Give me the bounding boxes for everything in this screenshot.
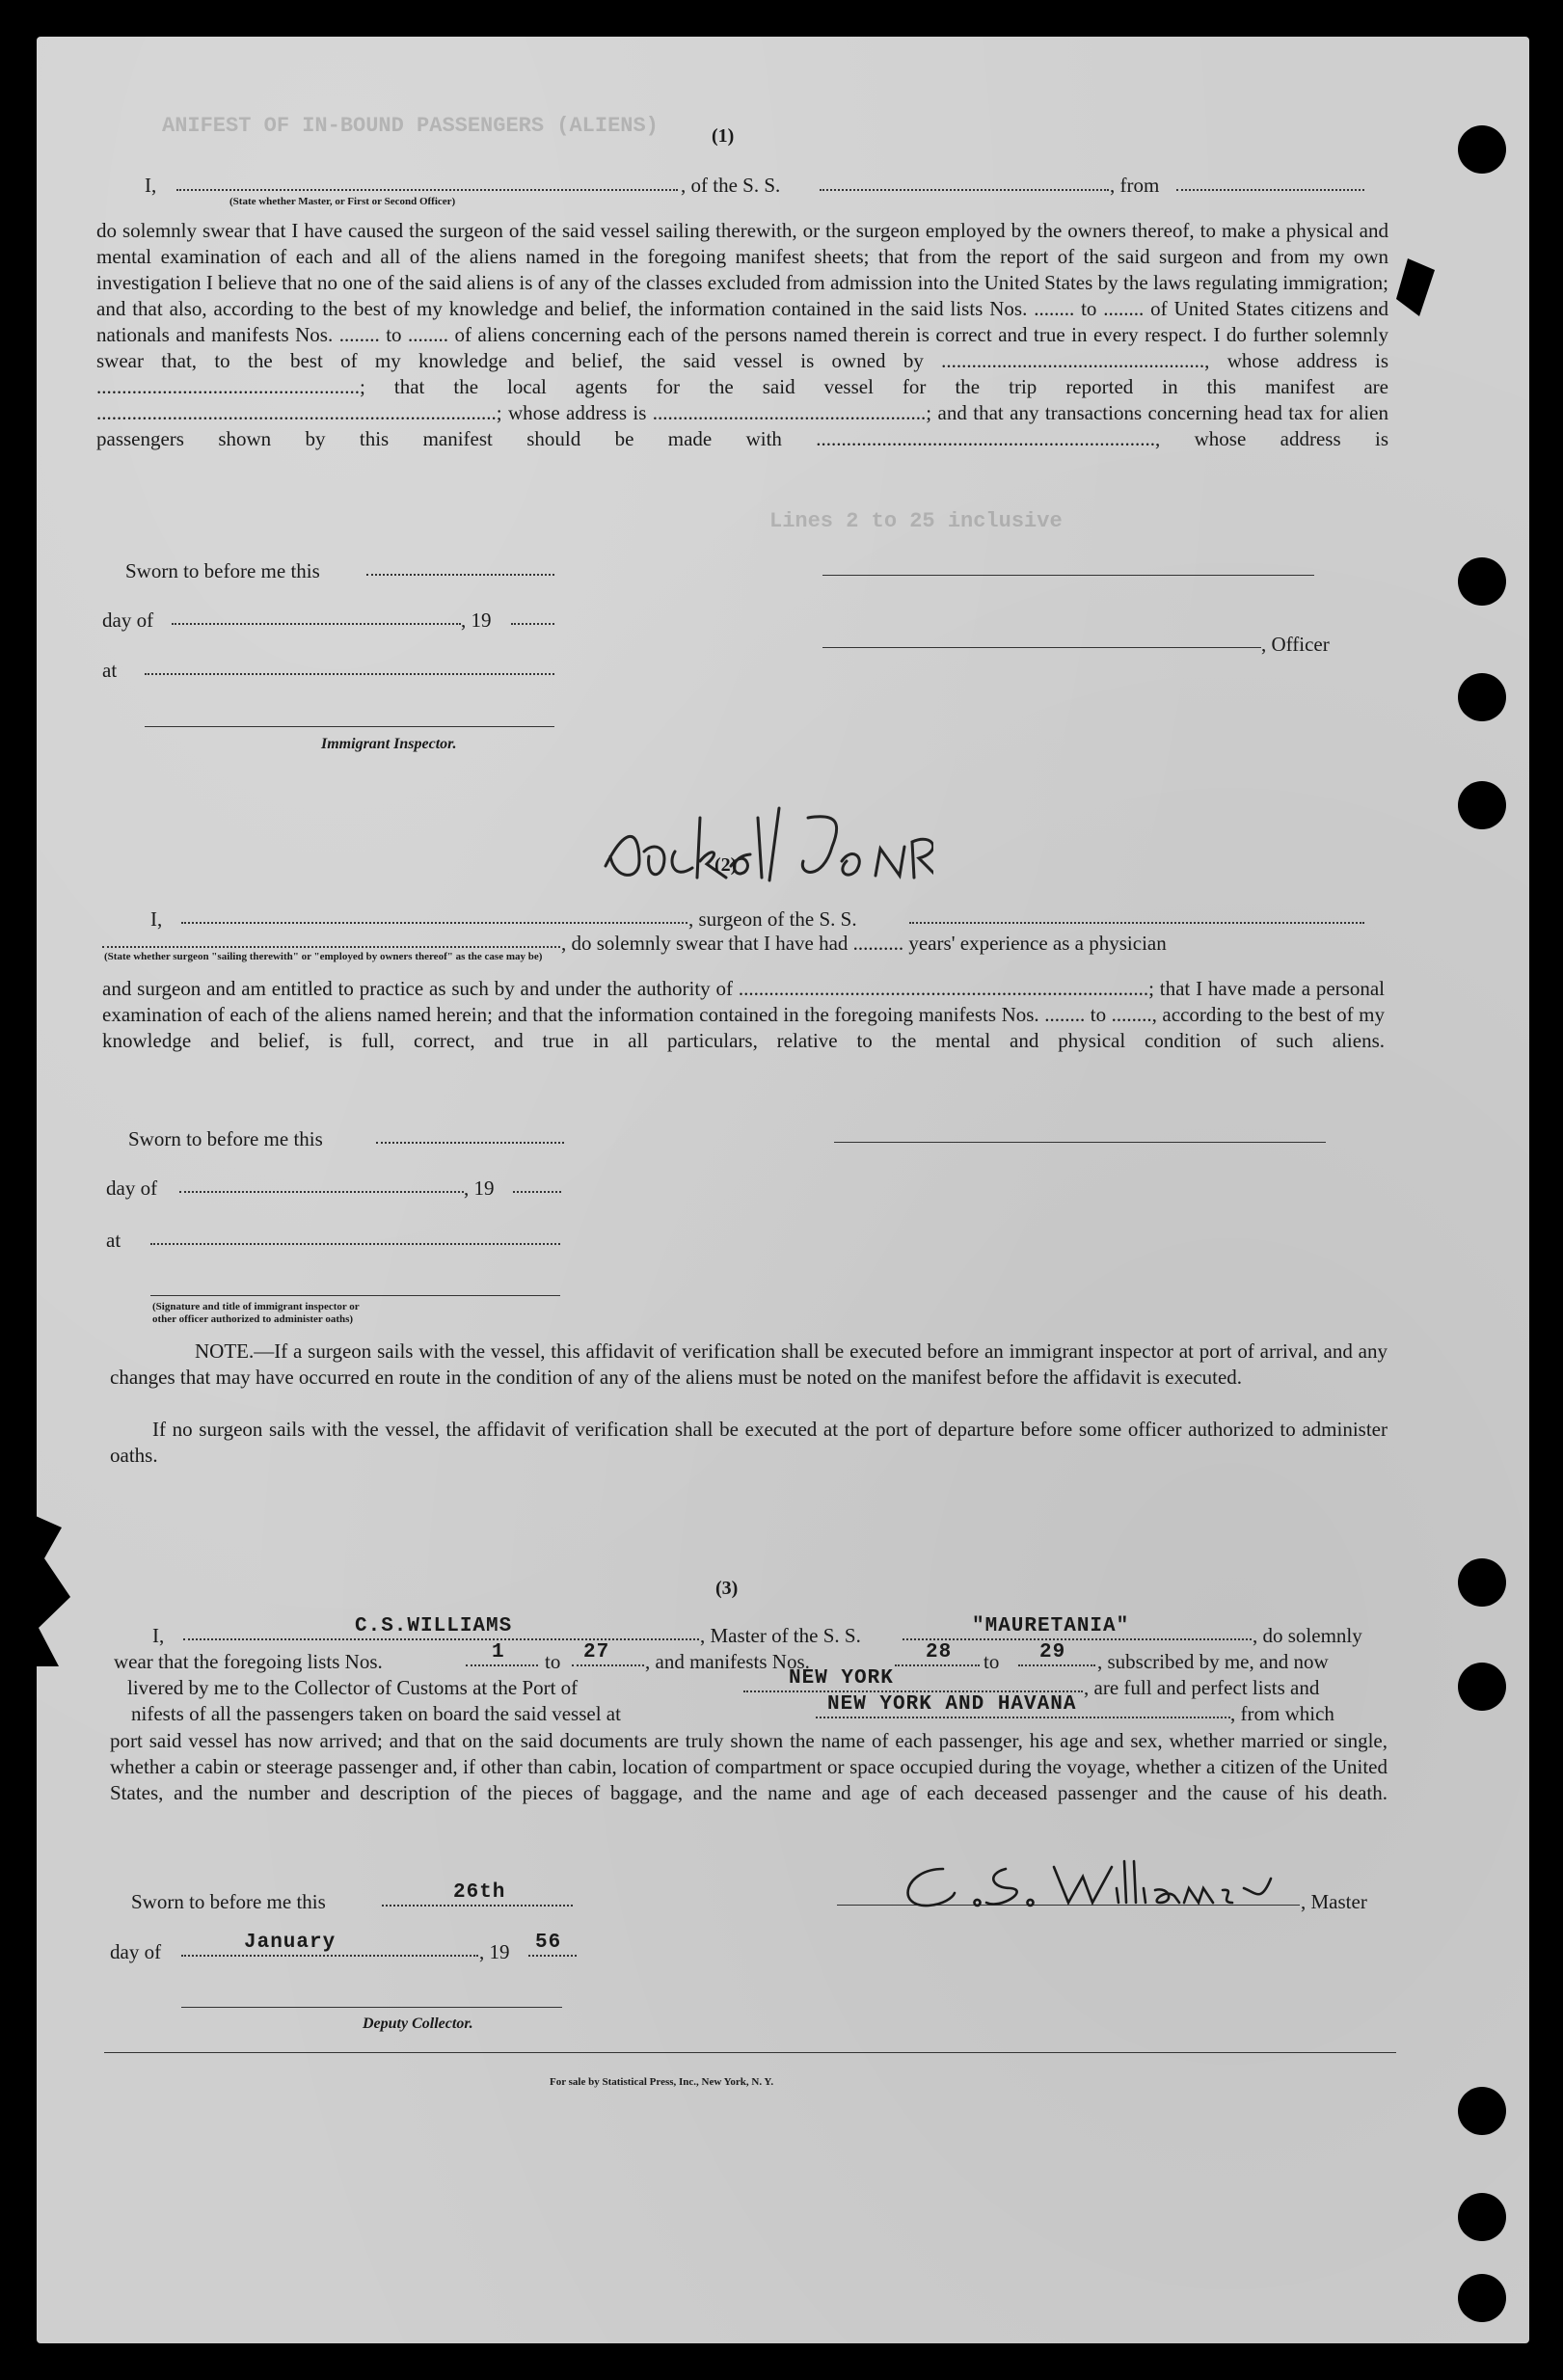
section-number: (2) <box>714 854 738 876</box>
signature-line <box>181 2007 562 2008</box>
fill-line <box>172 623 461 625</box>
signature-line <box>822 647 1261 648</box>
caption: Deputy Collector. <box>363 2015 473 2032</box>
signature-line <box>145 726 554 727</box>
ship-name: "MAURETANIA" <box>972 1615 1130 1637</box>
footer-rule <box>104 2052 1396 2053</box>
fill-line <box>179 1191 464 1193</box>
torn-edge <box>27 1512 85 1666</box>
manifest-from: 28 <box>926 1641 953 1663</box>
handwritten-annotation <box>586 789 933 895</box>
list-from: 1 <box>492 1641 505 1663</box>
label: day of <box>106 1176 158 1200</box>
punch-hole <box>1458 2274 1506 2322</box>
fill-line <box>511 623 554 625</box>
fill-line <box>895 1664 980 1666</box>
fill-line <box>909 922 1364 924</box>
fill-line <box>102 946 560 948</box>
label: , 19 <box>461 609 492 632</box>
note-paragraph: NOTE.—If a surgeon sails with the vessel, this affidavit of verification shall be executed before an immigrant inspector at port of arrival, and any changes that may have occurred en route in the condition of any of the aliens must be noted on the manifest before the affidavit is executed. <box>110 1339 1388 1389</box>
fill-line <box>376 1142 564 1144</box>
label: , from <box>1110 174 1160 197</box>
signature-line <box>150 1295 560 1296</box>
label: Sworn to before me this <box>125 559 320 582</box>
label: I, <box>150 907 163 931</box>
fill-line <box>1176 189 1364 191</box>
fill-line <box>820 189 1109 191</box>
year: 56 <box>535 1932 562 1954</box>
label: nifests of all the passengers taken on board the said vessel at <box>131 1702 621 1725</box>
fill-line <box>366 574 554 576</box>
master-signature <box>885 1850 1290 1917</box>
ink-mark <box>1396 258 1435 316</box>
label: livered by me to the Collector of Customs at the Port of <box>127 1676 579 1699</box>
port: NEW YORK <box>789 1667 894 1690</box>
label: , Master <box>1301 1890 1367 1913</box>
label: wear that the foregoing lists Nos. <box>114 1650 383 1673</box>
label: I, <box>152 1624 165 1647</box>
label: , of the S. S. <box>681 174 781 197</box>
label: day of <box>102 609 154 632</box>
punch-hole <box>1458 125 1506 174</box>
label: , and manifests Nos. <box>645 1650 810 1673</box>
sworn-day: 26th <box>453 1881 506 1904</box>
label: , from which <box>1230 1702 1334 1725</box>
caption: other officer authorized to administer oaths) <box>152 1313 354 1325</box>
printer-imprint: For sale by Statistical Press, Inc., New York, N. Y. <box>550 2076 774 2088</box>
label: at <box>106 1229 121 1252</box>
label: , do solemnly swear that I have had .......... years' experience as a physician <box>561 932 1167 955</box>
month: January <box>244 1932 337 1954</box>
punch-hole <box>1458 1558 1506 1607</box>
label: , subscribed by me, and now <box>1097 1650 1329 1673</box>
label: at <box>102 659 118 682</box>
master-name: C.S.WILLIAMS <box>355 1615 513 1637</box>
note-paragraph: If no surgeon sails with the vessel, the affidavit of verification shall be executed at the port of departure before some officer authorized to administer oaths. <box>110 1418 1388 1467</box>
section-number: (1) <box>712 125 735 147</box>
fill-line <box>466 1664 538 1666</box>
fill-line <box>382 1905 573 1907</box>
fill-line <box>1018 1664 1095 1666</box>
oath-paragraph: do solemnly swear that I have caused the surgeon of the said vessel sailing therewith, or the surgeon employed by the owners thereof, to make a physical and mental examination of each and all of the aliens named in the foregoing manifest sheets; that from the report of the said surgeon and from my own investigation I believe that no one of the said aliens is of any of the classes excluded from admission into the United States by the laws regulating immigration; and that also, according to the best of my knowledge and belief, the information contained in the said lists Nos. ........ to ........ of United States citizens and nationals and manifests Nos. ........ to ........ of aliens concerning each of the persons named therein is correct and true in every respect. I do further solemnly swear that, to the best of my knowledge and belief, the said vessel is owned by ...................................................., whose address is ....................................................; that the local agents for the said vessel for the trip reported in this manifest are ...............................................................................; whose address is ......................................................; and that any transactions concerning head tax for alien passengers shown by this manifest should be made with ..................................................................., whose address is <box>96 219 1388 450</box>
fill-line <box>181 922 687 924</box>
manifest-to: 29 <box>1039 1641 1066 1663</box>
label: I, <box>145 174 157 197</box>
label: day of <box>110 1940 162 1963</box>
bleed-through-text: Lines 2 to 25 inclusive <box>769 509 1063 533</box>
manifest-page <box>37 37 1529 2343</box>
fill-line <box>572 1664 644 1666</box>
bleed-through-text: ANIFEST OF IN-BOUND PASSENGERS (ALIENS) <box>162 114 659 138</box>
label: to <box>984 1650 1000 1673</box>
signature-line <box>834 1142 1326 1143</box>
punch-hole <box>1458 1663 1506 1711</box>
fill-line <box>903 1638 1252 1640</box>
punch-hole <box>1458 781 1506 829</box>
fill-line <box>743 1690 1083 1692</box>
label: , 19 <box>464 1176 495 1200</box>
fill-line <box>183 1638 699 1640</box>
fill-line <box>181 1955 478 1957</box>
label: , are full and perfect lists and <box>1084 1676 1320 1699</box>
ports-taken: NEW YORK AND HAVANA <box>827 1693 1077 1716</box>
fill-line <box>816 1717 1230 1718</box>
punch-hole <box>1458 2193 1506 2241</box>
caption: (State whether Master, or First or Second Officer) <box>229 196 456 207</box>
caption: (Signature and title of immigrant inspector or <box>152 1301 360 1312</box>
fill-line <box>176 189 678 191</box>
label: Sworn to before me this <box>128 1127 323 1150</box>
punch-hole <box>1458 557 1506 606</box>
label: , do solemnly <box>1253 1624 1362 1647</box>
punch-hole <box>1458 2087 1506 2135</box>
label: Sworn to before me this <box>131 1890 326 1913</box>
fill-line <box>513 1191 561 1193</box>
caption: (State whether surgeon "sailing therewith" or "employed by owners thereof" as the case may be) <box>104 951 543 962</box>
signature-line <box>822 575 1314 576</box>
label: , 19 <box>479 1940 510 1963</box>
fill-line <box>145 673 554 675</box>
label: , surgeon of the S. S. <box>688 907 857 931</box>
punch-hole <box>1458 673 1506 721</box>
label: , Master of the S. S. <box>700 1624 861 1647</box>
fill-line <box>528 1955 577 1957</box>
surgeon-paragraph: and surgeon and am entitled to practice as such by and under the authority of .................................................................................; that I have made a personal examination of each of the aliens named herein; and that the information contained in the foregoing manifests Nos. ........ to ........, according to the best of my knowledge and belief, is full, correct, and true in all particulars, relative to the mental and physical condition of such aliens. <box>102 977 1385 1052</box>
section-number: (3) <box>715 1578 739 1599</box>
master-paragraph: port said vessel has now arrived; and that on the said documents are truly shown the name of each passenger, his age and sex, whether married or single, whether a cabin or steerage passenger and, if other than cabin, location of compartment or space occupied during the voyage, whether a citizen of the United States, and the number and description of the pieces of baggage, and the name and age of each deceased passenger and the cause of his death. <box>110 1729 1388 1804</box>
caption: Immigrant Inspector. <box>321 736 457 752</box>
label: , Officer <box>1261 633 1330 656</box>
label: to <box>545 1650 561 1673</box>
fill-line <box>150 1243 560 1245</box>
list-to: 27 <box>583 1641 610 1663</box>
